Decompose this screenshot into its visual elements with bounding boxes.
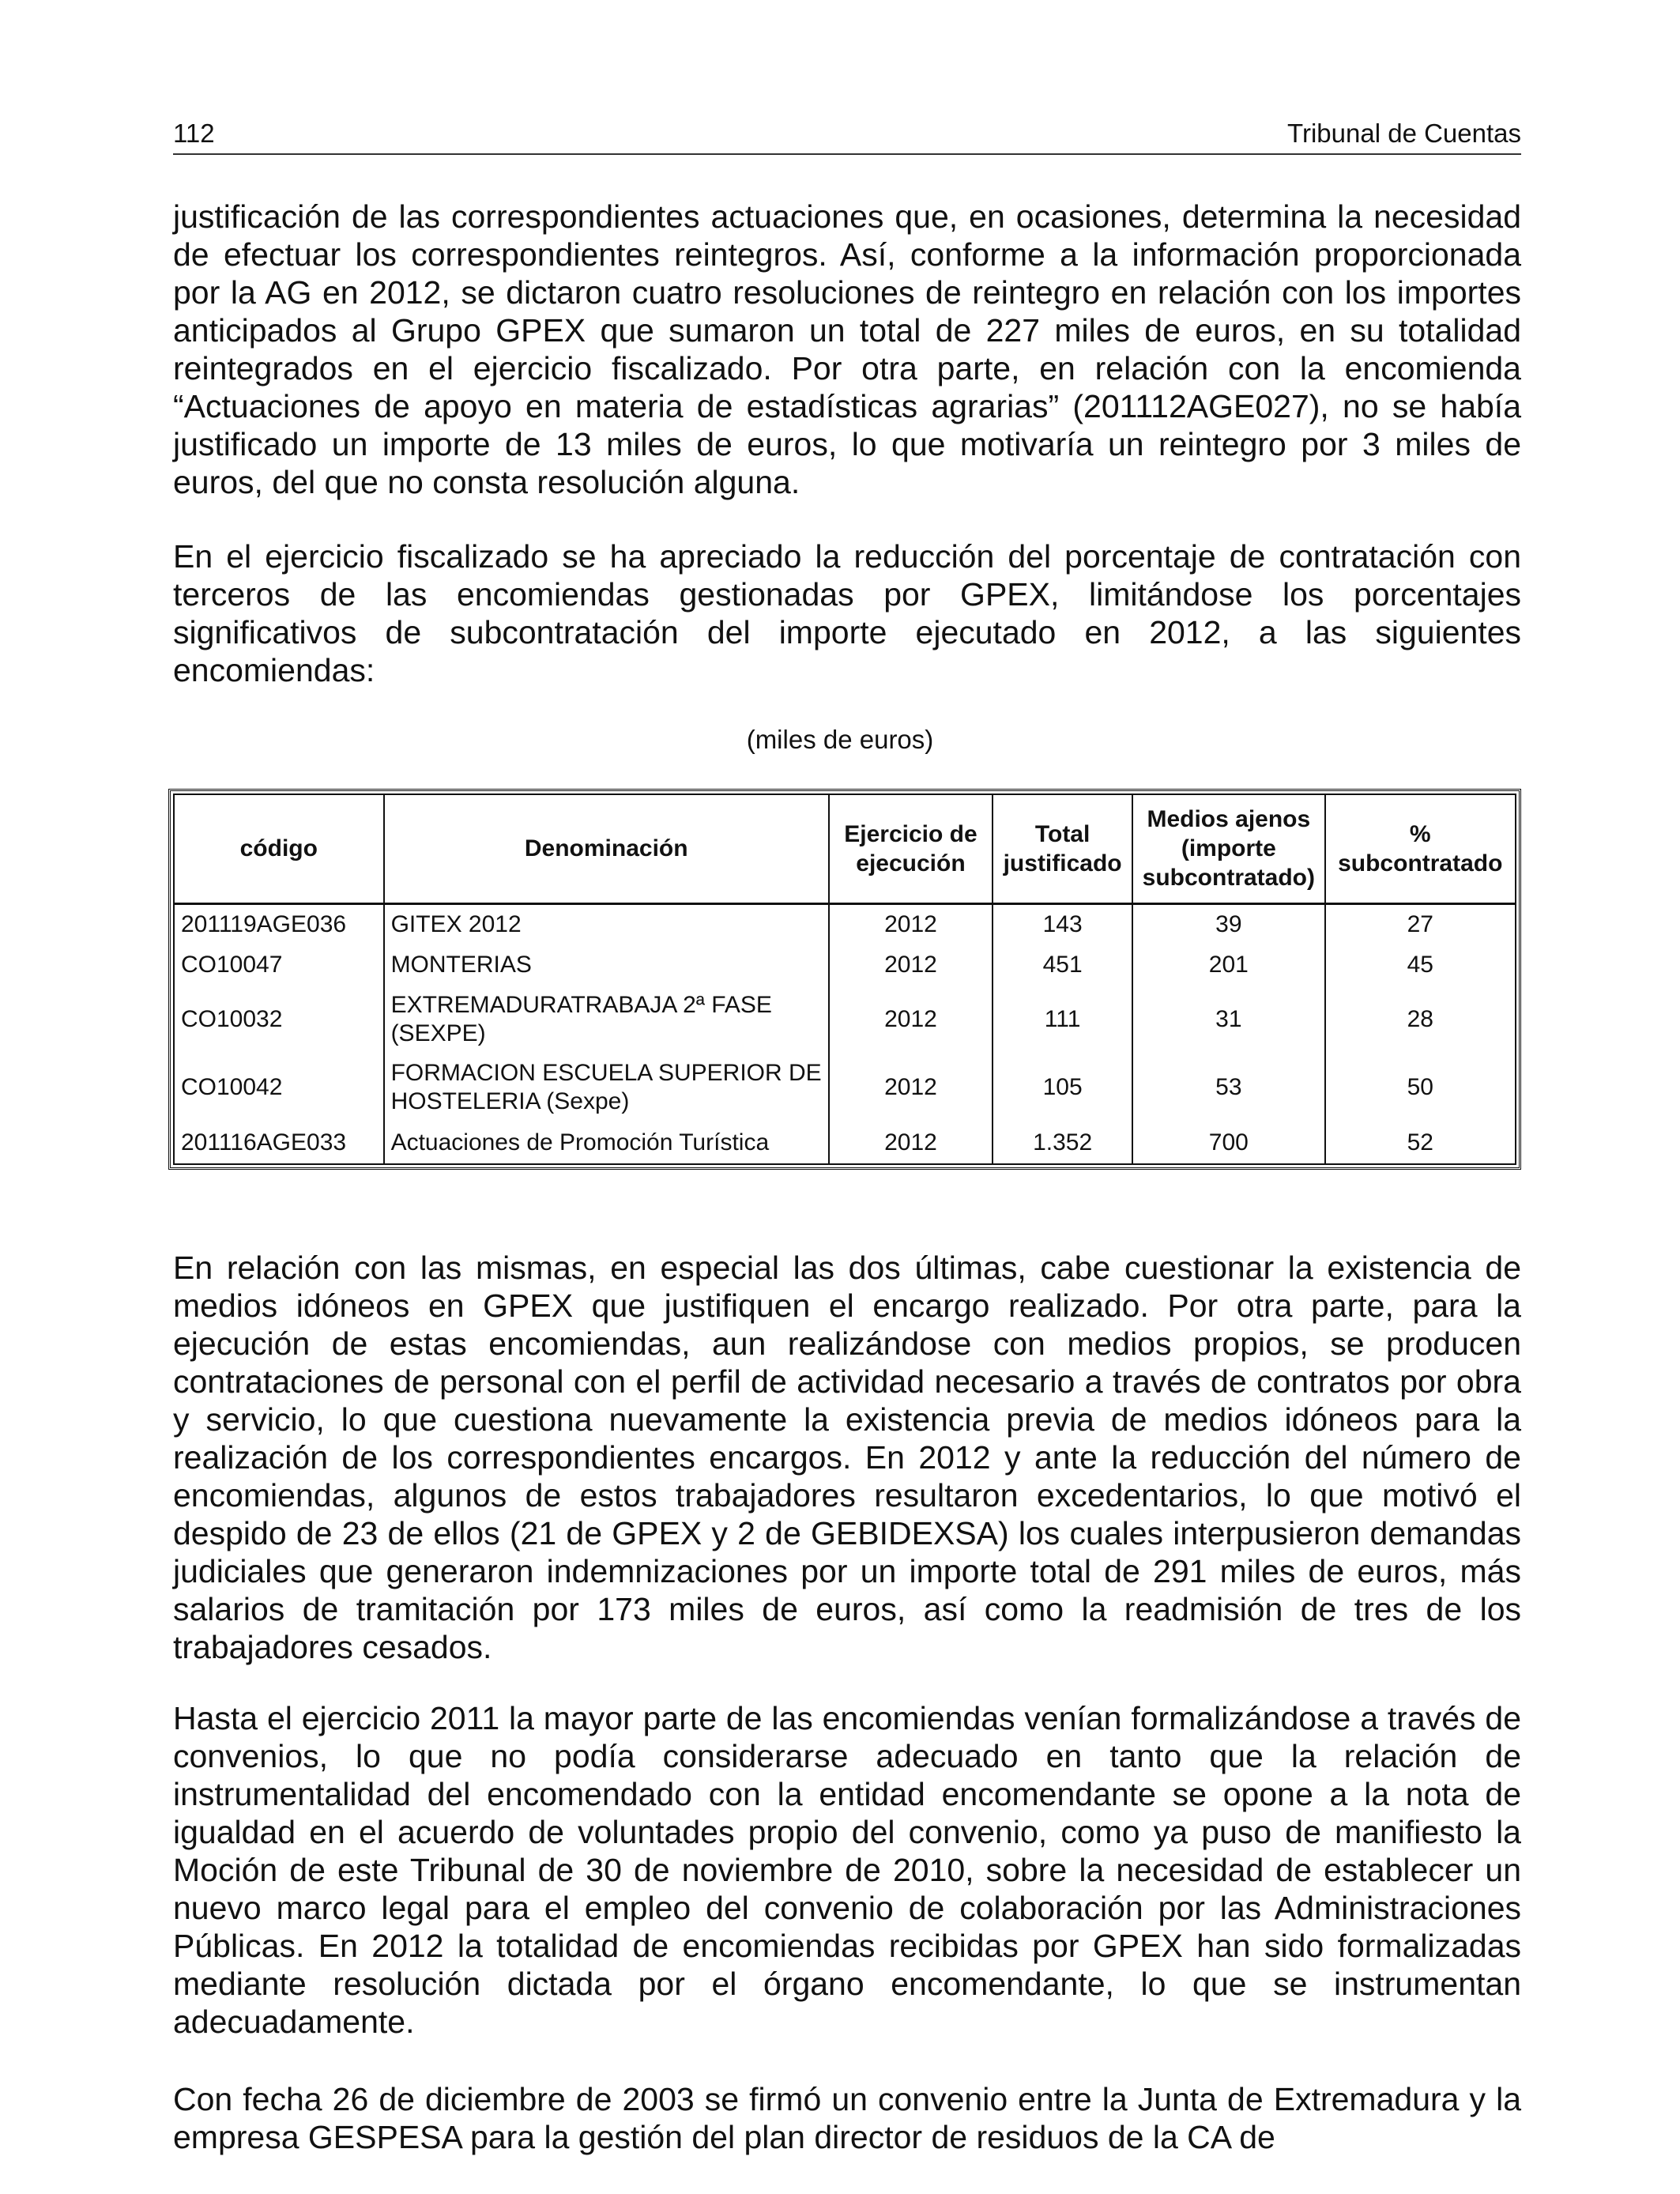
cell-codigo: CO10032 xyxy=(174,986,384,1054)
cell-medios: 53 xyxy=(1132,1054,1324,1122)
cell-medios: 201 xyxy=(1132,944,1324,986)
table-row xyxy=(174,1054,1516,1122)
header-total: Total justificado xyxy=(993,794,1132,903)
page-number: 112 xyxy=(173,119,215,148)
cell-medios: 31 xyxy=(1132,986,1324,1054)
paragraph-convenios: Hasta el ejercicio 2011 la mayor parte de las encomiendas venían formalizándose a través de convenios, lo que no podía considerarse adecuado en tanto que la relación de instrumentalidad del encomendado con la entidad encomendante se opone a la nota de igualdad en el acuerdo de voluntades propio del convenio, como ya puso de manifiesto la Moción de este Tribunal de 30 de noviembre de 2010, sobre la necesidad de establecer un nuevo marco legal para el empleo del convenio de colaboración por las Administraciones Públicas. En 2012 la totalidad de encomiendas recibidas por GPEX han sido formalizadas mediante resolución dictada por el órgano encomendante, lo que se instrumentan adecuadamente. xyxy=(173,1700,1521,2040)
running-title: Tribunal de Cuentas xyxy=(1287,119,1521,148)
cell-ejercicio: 2012 xyxy=(829,986,993,1054)
cell-porcentaje: 27 xyxy=(1325,903,1516,944)
cell-codigo: CO10047 xyxy=(174,944,384,986)
cell-denominacion: Actuaciones de Promoción Turística xyxy=(384,1122,829,1164)
header-porcentaje: % subcontratado xyxy=(1325,794,1516,903)
table-row xyxy=(174,986,1516,1054)
cell-denominacion: FORMACION ESCUELA SUPERIOR DE HOSTELERIA (Sexpe) xyxy=(384,1054,829,1122)
cell-porcentaje: 50 xyxy=(1325,1054,1516,1122)
cell-medios: 39 xyxy=(1132,903,1324,944)
cell-total: 1.352 xyxy=(993,1122,1132,1164)
cell-ejercicio: 2012 xyxy=(829,903,993,944)
header-codigo: código xyxy=(174,794,384,903)
cell-total: 105 xyxy=(993,1054,1132,1122)
cell-codigo: 201116AGE033 xyxy=(174,1122,384,1164)
paragraph-subcontratacion: En el ejercicio fiscalizado se ha apreciado la reducción del porcentaje de contratación con terceros de las encomiendas gestionadas por GPEX, limitándose los porcentajes significativos de subcontratación del importe ejecutado en 2012, a las siguientes encomiendas: xyxy=(173,538,1521,688)
subcontract-table xyxy=(168,789,1521,1170)
cell-denominacion: EXTREMADURATRABAJA 2ª FASE (SEXPE) xyxy=(384,986,829,1054)
cell-total: 451 xyxy=(993,944,1132,986)
cell-ejercicio: 2012 xyxy=(829,1054,993,1122)
paragraph-gespesa: Con fecha 26 de diciembre de 2003 se firmó un convenio entre la Junta de Extremadura y la empresa GESPESA para la gestión del plan director de residuos de la CA de xyxy=(173,2081,1521,2155)
cell-total: 111 xyxy=(993,986,1132,1054)
cell-total: 143 xyxy=(993,903,1132,944)
header-ejercicio: Ejercicio de ejecución xyxy=(829,794,993,903)
cell-ejercicio: 2012 xyxy=(829,944,993,986)
cell-codigo: 201119AGE036 xyxy=(174,903,384,944)
cell-denominacion: GITEX 2012 xyxy=(384,903,829,944)
table-row xyxy=(174,1122,1516,1164)
paragraph-reintegros: justificación de las correspondientes actuaciones que, en ocasiones, determina la necesidad de efectuar los correspondientes reintegros. Así, conforme a la información proporcionada por la AG en 2012, se dictaron cuatro resoluciones de reintegro en relación con los importes anticipados al Grupo GPEX que sumaron un total de 227 miles de euros, en su totalidad reintegrados en el ejercicio fiscalizado. Por otra parte, en relación con la encomienda “Actuaciones de apoyo en materia de estadísticas agrarias” (201112AGE027), no se había justificado un importe de 13 miles de euros, lo que motivaría un reintegro por 3 miles de euros, del que no consta resolución alguna. xyxy=(173,198,1521,500)
page-header xyxy=(173,119,1521,155)
cell-porcentaje: 45 xyxy=(1325,944,1516,986)
table-header-row xyxy=(174,794,1516,903)
paragraph-medios-idoneos: En relación con las mismas, en especial las dos últimas, cabe cuestionar la existencia de medios idóneos en GPEX que justifiquen el encargo realizado. Por otra parte, para la ejecución de estas encomiendas, aun realizándose con medios propios, se producen contrataciones de personal con el perfil de actividad necesario a través de contratos por obra y servicio, lo que cuestiona nuevamente la existencia previa de medios idóneos para la realización de los correspondientes encargos. En 2012 y ante la reducción del número de encomiendas, algunos de estos trabajadores resultaron excedentarios, lo que motivó el despido de 23 de ellos (21 de GPEX y 2 de GEBIDEXSA) los cuales interpusieron demandas judiciales que generaron indemnizaciones por un importe total de 291 miles de euros, más salarios de tramitación por 173 miles de euros, así como la readmisión de tres de los trabajadores cesados. xyxy=(173,1250,1521,1665)
header-denominacion: Denominación xyxy=(384,794,829,903)
cell-codigo: CO10042 xyxy=(174,1054,384,1122)
cell-porcentaje: 52 xyxy=(1325,1122,1516,1164)
table-row xyxy=(174,944,1516,986)
cell-ejercicio: 2012 xyxy=(829,1122,993,1164)
header-medios: Medios ajenos (importe subcontratado) xyxy=(1132,794,1324,903)
table-caption: (miles de euros) xyxy=(746,725,934,754)
cell-porcentaje: 28 xyxy=(1325,986,1516,1054)
table-row xyxy=(174,903,1516,944)
cell-medios: 700 xyxy=(1132,1122,1324,1164)
cell-denominacion: MONTERIAS xyxy=(384,944,829,986)
